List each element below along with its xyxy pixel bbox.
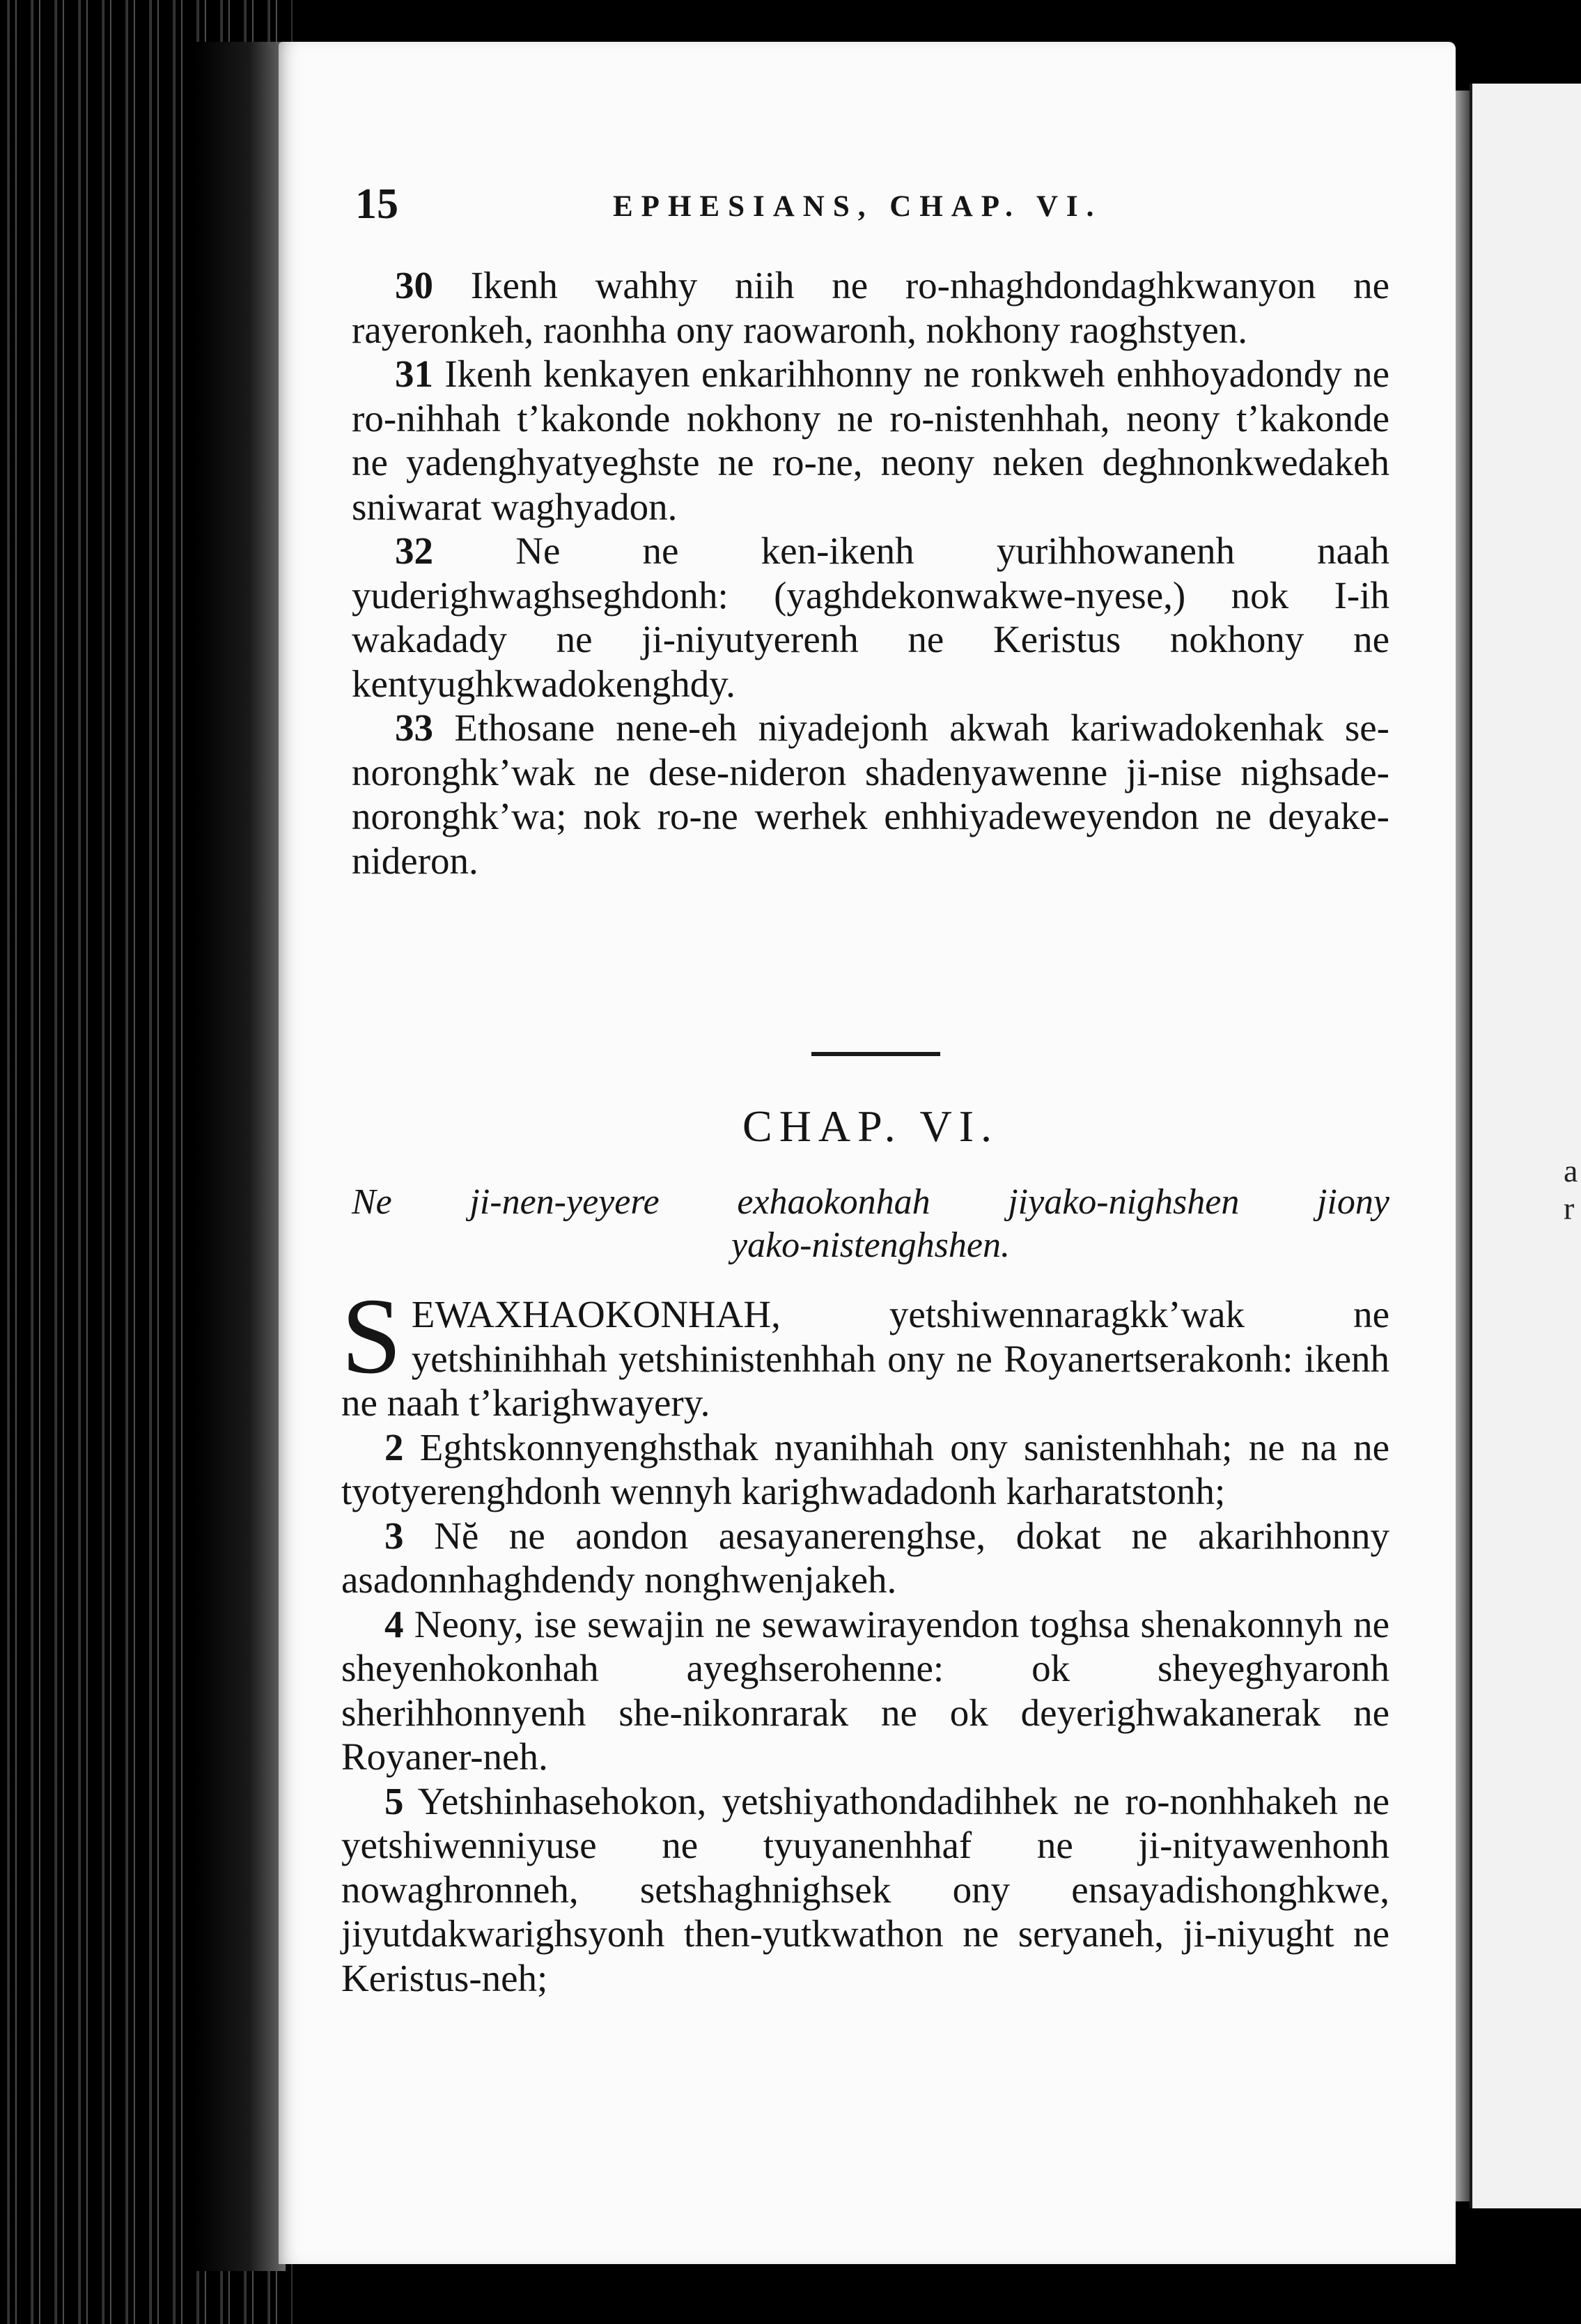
- summary-word: Ne: [352, 1182, 392, 1222]
- verse-text: Ikenh wahhy niih ne ro-nhaghdondaghkwanyon ne rayeronkeh, raonhha ony raowaronh, nokhony raoghstyen.: [352, 264, 1390, 351]
- binding-shadow: [195, 42, 286, 2271]
- summary-line: [352, 1181, 1389, 1224]
- verse-text: Neony, ise sewajin ne sewawirayendon toghsa shenakonnyh ne sheyenhokonhah ayeghserohenne: ok sheyeghyaronh sherihhonnyenh she-nikonrarak ne ok deyerighwakanerak ne Royaner-neh.: [341, 1602, 1389, 1778]
- verse: [352, 263, 1389, 352]
- verse-text: EWAXHAOKONHAH, yetshiwennaragkk’wak ne yetshinihhah yetshinistenhhah ony ne Royanertserakonh: ikenh ne naah t’karighwayery.: [341, 1293, 1389, 1424]
- verse-number: 4: [384, 1602, 404, 1645]
- chapter-heading: CHAP. VI.: [742, 1101, 999, 1151]
- page-number: 15: [355, 180, 398, 228]
- running-head: [355, 180, 1386, 228]
- verse-number: 30: [395, 264, 433, 307]
- summary-word: exhaokonhah: [737, 1182, 930, 1222]
- verse-text: Ethosane nene-eh niyadejonh akwah kariwadokenhak se-noronghk’wak ne dese-nideron shadenyawenne ji-nise nighsade-noronghk’wa; nok ro-ne werhek enhhiyadeweyendon ne deyake-nideron.: [352, 706, 1389, 882]
- verse-number: 2: [384, 1425, 404, 1469]
- verse: [341, 1602, 1389, 1779]
- summary-line: yako-nistenghshen.: [731, 1225, 1010, 1265]
- verse-text: Eghtskonnyenghsthak nyanihhah ony sanistenhhah; ne na ne tyotyerenghdonh wennyh karighwadadonh karharatstonh;: [341, 1425, 1390, 1512]
- previous-chapter-verses: [352, 263, 1389, 883]
- verse-number: 32: [395, 529, 433, 572]
- summary-word: jiyako-nighshen: [1008, 1182, 1240, 1222]
- verse-number: 3: [384, 1514, 404, 1557]
- verse: [352, 706, 1389, 883]
- verse-number: 33: [395, 706, 433, 749]
- chapter-summary: [352, 1181, 1389, 1267]
- verse-text: Yetshinhasehokon, yetshiyathondadihhek ne ro-nonhhakeh ne yetshiwenniyuse ne tyuyanenhhaf ne ji-nityawenhonh nowaghronneh, setshaghnighsek ony ensayadishonghkwe, jiyutdakwarighsyonh then-yutkwathon ne seryaneh, ji-niyught ne Keristus-neh;: [341, 1779, 1389, 1999]
- next-page-edge: [1470, 84, 1581, 2208]
- section-divider-rule: [811, 1052, 940, 1056]
- running-title: EPHESIANS, CHAP. VI.: [613, 190, 1103, 223]
- next-page-fragment: a: [1564, 1153, 1578, 1188]
- drop-cap: S: [341, 1276, 402, 1396]
- summary-word: jiony: [1316, 1182, 1389, 1222]
- next-page-fragment: r: [1564, 1191, 1575, 1226]
- chapter-verses: [341, 1276, 1390, 2000]
- first-verse: [341, 1276, 1389, 1425]
- summary-word: ji-nen-yeyere: [469, 1182, 660, 1222]
- verse: [341, 1779, 1389, 2001]
- verse-text: Ne ne ken-ikenh yurihhowanenh naah yuderighwaghseghdonh: (yaghdekonwakwe-nyese,) nok I-ih wakadady ne ji-niyutyerenh ne Keristus nokhony ne kentyughkwadokenghdy.: [352, 529, 1389, 705]
- verse: [341, 1425, 1389, 1514]
- verse-text: Ikenh kenkayen enkarihhonny ne ronkweh enhhoyadondy ne ro-nihhah t’kakonde nokhony ne ro-nistenhhah, neony t’kakonde ne yadenghyatyeghste ne ro-ne, neony neken deghnonkwedakeh sniwarat waghyadon.: [352, 353, 1389, 528]
- verse-number: 31: [395, 353, 433, 395]
- verse: [341, 1514, 1389, 1602]
- verse: [352, 352, 1389, 529]
- verse: [352, 529, 1389, 706]
- verse-text: Nĕ ne aondon aesayanerenghse, dokat ne akarihhonny asadonnhaghdendy nonghwenjakeh.: [341, 1514, 1389, 1601]
- verse-number: 5: [384, 1779, 404, 1822]
